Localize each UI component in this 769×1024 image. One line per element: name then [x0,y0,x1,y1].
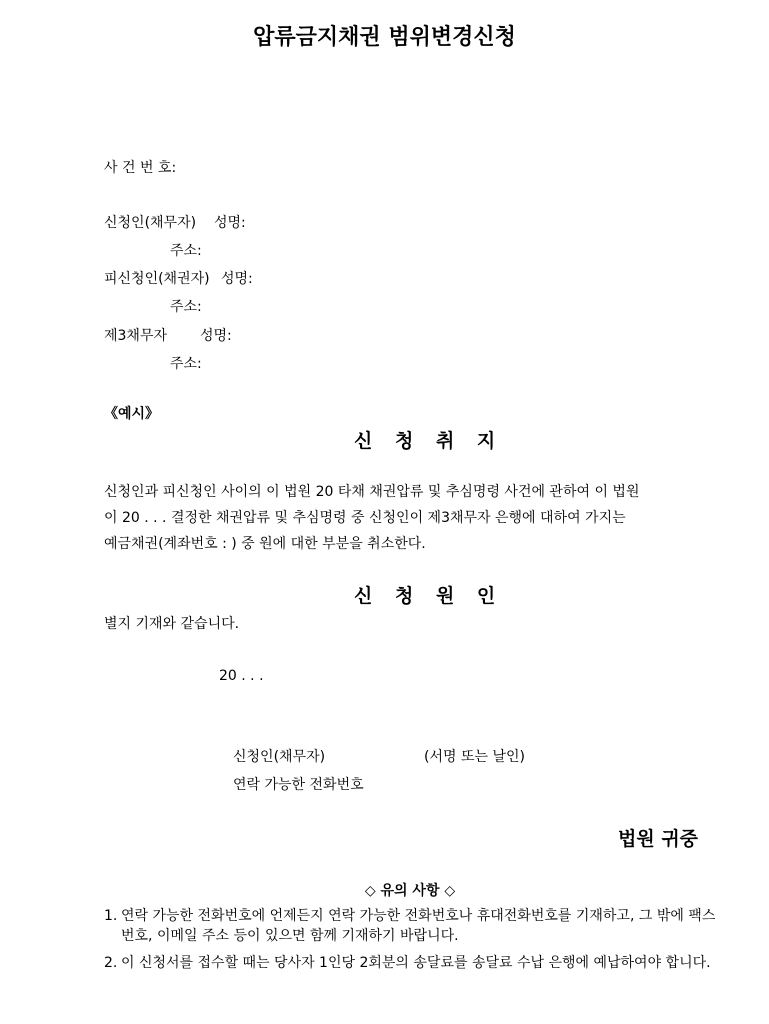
purpose-line-1: 신청인과 피신청인 사이의 이 법원 20 타채 채권압류 및 추심명령 사건에 관하여 이 법원 [104,484,640,500]
note-item-1 [104,906,726,946]
court-addressee: 법원 귀중 [618,828,699,850]
third-debtor-address-label: 주소: [170,356,202,372]
applicant-address-label: 주소: [170,243,202,259]
purpose-line-3: 예금채권(계좌번호 : ) 중 원에 대한 부분을 취소한다. [104,536,426,552]
note-number: 1. [104,908,118,924]
purpose-heading: 신 청 취 지 [354,430,504,452]
respondent-label: 피신청인(채권자) [104,271,210,287]
note-text: 연락 가능한 전화번호에 언제든지 연락 가능한 전화번호나 휴대전화번호를 기재하고, 그 밖에 팩스번호, 이메일 주소 등이 있으면 함께 기재하기 바랍니다. [121,908,716,944]
third-debtor-name-label: 성명: [200,328,232,344]
date-line: 20 . . . [219,668,264,684]
signature-phone-label: 연락 가능한 전화번호 [233,777,364,793]
example-label: 《예시》 [104,406,160,422]
case-number-label: 사 건 번 호: [104,160,177,176]
note-item-2 [104,953,726,973]
reason-heading: 신 청 원 인 [354,585,504,607]
purpose-line-2: 이 20 . . . 결정한 채권압류 및 추심명령 중 신청인이 제3채무자 은행에 대하여 가지는 [104,510,626,526]
signature-seal-label: (서명 또는 날인) [424,749,525,765]
notes-heading: ◇ 유의 사항 ◇ [364,883,456,899]
document-title: 압류금지채권 범위변경신청 [253,25,516,50]
signature-applicant-label: 신청인(채무자) [233,749,326,765]
applicant-label: 신청인(채무자) [104,215,197,231]
reason-text: 별지 기재와 같습니다. [104,616,240,632]
note-number: 2. [104,955,118,971]
respondent-address-label: 주소: [170,299,202,315]
note-text: 이 신청서를 접수할 때는 당사자 1인당 2회분의 송달료를 송달료 수납 은행에 예납하여야 합니다. [121,955,711,971]
applicant-name-label: 성명: [214,215,246,231]
respondent-name-label: 성명: [221,271,253,287]
third-debtor-label: 제3채무자 [104,328,168,344]
